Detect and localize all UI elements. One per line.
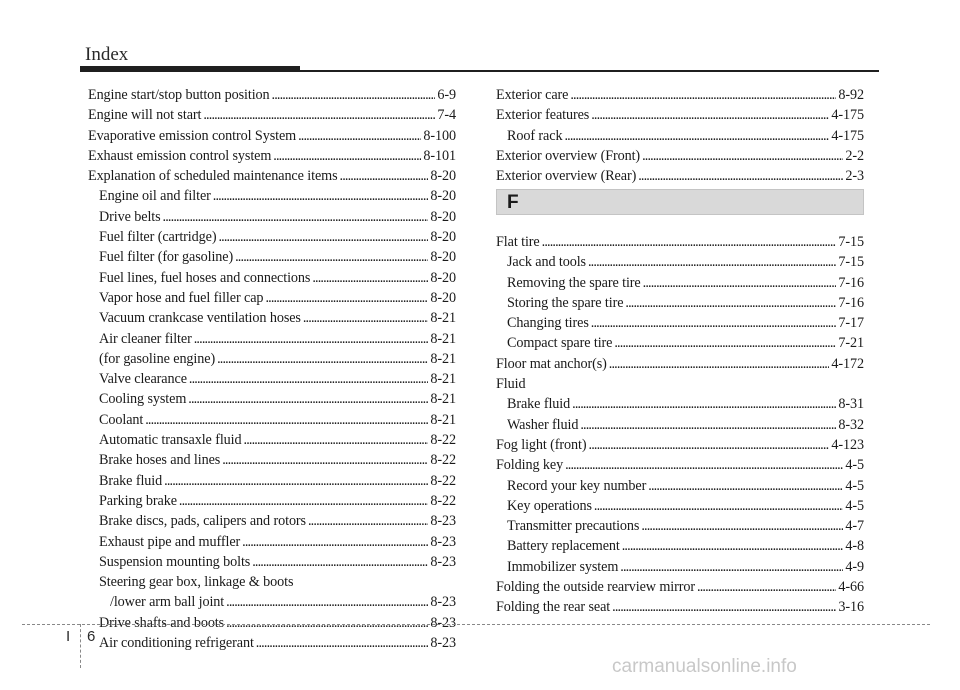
index-entry[interactable] — [496, 252, 864, 272]
index-entry[interactable] — [496, 455, 864, 475]
index-entry[interactable] — [88, 105, 456, 125]
dot-leader — [542, 232, 837, 252]
index-entry[interactable] — [88, 268, 456, 288]
index-column-left — [88, 85, 456, 653]
index-entry[interactable] — [88, 389, 456, 409]
dot-leader — [273, 146, 421, 166]
dot-leader — [312, 268, 428, 288]
entry-label: Folding the outside rearview mirror — [496, 579, 696, 596]
entry-label: Exterior overview (Rear) — [496, 168, 637, 185]
index-entry[interactable] — [496, 496, 864, 516]
entry-label: Folding key — [496, 457, 564, 474]
dot-leader — [638, 166, 843, 186]
index-entry[interactable] — [88, 288, 456, 308]
entry-page: 8-23 — [430, 594, 456, 611]
index-entry[interactable] — [88, 592, 456, 612]
index-entry[interactable] — [496, 577, 864, 597]
dot-leader — [612, 597, 836, 617]
entry-page: 4-175 — [831, 107, 864, 124]
footer-divider — [22, 624, 930, 625]
dot-leader — [609, 354, 830, 374]
index-entry[interactable] — [496, 374, 864, 394]
dot-leader — [588, 252, 836, 272]
index-entry[interactable] — [88, 491, 456, 511]
dot-leader — [594, 496, 843, 516]
entry-label: Fuel lines, fuel hoses and connections — [99, 269, 311, 286]
entry-page: 8-23 — [430, 513, 456, 530]
entry-page: 7-15 — [838, 254, 864, 271]
index-entry[interactable] — [496, 516, 864, 536]
watermark: carmanualsonline.info — [612, 656, 797, 677]
entry-label: Immobilizer system — [507, 558, 619, 575]
index-entry[interactable] — [88, 349, 456, 369]
entry-label: Engine oil and filter — [99, 188, 211, 205]
entry-page: 8-31 — [838, 396, 864, 413]
entry-page: 8-20 — [430, 269, 456, 286]
index-entry[interactable] — [88, 410, 456, 430]
entry-label: Air conditioning refrigerant — [99, 635, 254, 652]
index-entry[interactable] — [88, 532, 456, 552]
dot-leader — [256, 633, 429, 653]
index-entry[interactable] — [496, 293, 864, 313]
entry-label: Evaporative emission control System — [88, 127, 297, 144]
index-entry[interactable] — [496, 313, 864, 333]
entry-label: Removing the spare tire — [507, 274, 641, 291]
entry-page: 4-8 — [845, 538, 864, 555]
entry-page: 8-23 — [430, 635, 456, 652]
entry-page: 8-21 — [430, 371, 456, 388]
entry-label: Key operations — [507, 497, 592, 514]
page-number: 6 — [87, 628, 96, 645]
dot-leader — [163, 207, 429, 227]
dot-leader — [242, 532, 428, 552]
entry-page: 8-23 — [430, 533, 456, 550]
dot-leader — [179, 491, 429, 511]
entry-label: Compact spare tire — [507, 335, 613, 352]
index-entry[interactable] — [88, 633, 456, 653]
dot-leader — [217, 349, 428, 369]
index-entry[interactable] — [496, 126, 864, 146]
entry-page: 2-2 — [845, 147, 864, 164]
entry-label: Fluid — [496, 376, 526, 393]
index-entry[interactable] — [496, 354, 864, 374]
dot-leader — [643, 273, 837, 293]
page-title: Index — [85, 44, 129, 65]
dot-leader — [340, 166, 429, 186]
index-entry[interactable] — [88, 511, 456, 531]
entry-page: 8-92 — [838, 87, 864, 103]
dot-leader — [622, 536, 844, 556]
index-entry[interactable] — [496, 415, 864, 435]
dot-leader — [308, 511, 428, 531]
index-entry[interactable] — [88, 146, 456, 166]
dot-leader — [213, 186, 429, 206]
dot-leader — [570, 85, 836, 105]
dot-leader — [614, 333, 836, 353]
index-entry[interactable] — [88, 471, 456, 491]
dot-leader — [244, 430, 429, 450]
entry-page: 3-16 — [838, 599, 864, 616]
entry-label: /lower arm ball joint — [110, 594, 225, 611]
header-rule-thick — [80, 66, 300, 72]
entry-label: Fuel filter (for gasoline) — [99, 249, 234, 266]
entry-page: 8-21 — [430, 350, 456, 367]
entry-page: 2-3 — [845, 168, 864, 185]
entry-label: Jack and tools — [507, 254, 586, 271]
entry-page: 8-20 — [430, 168, 456, 185]
entry-label: (for gasoline engine) — [99, 350, 216, 367]
index-entry[interactable] — [496, 166, 864, 186]
entry-page: 8-20 — [430, 208, 456, 225]
entry-label: Vapor hose and fuel filler cap — [99, 289, 264, 306]
entry-label: Brake hoses and lines — [99, 452, 221, 469]
entry-page: 8-21 — [430, 330, 456, 347]
entry-page: 8-20 — [430, 188, 456, 205]
entry-page: 7-4 — [437, 107, 456, 124]
entry-label: Engine will not start — [88, 107, 202, 124]
entry-label: Engine start/stop button position — [88, 87, 270, 103]
index-entry[interactable] — [88, 85, 456, 105]
entry-label: Exhaust emission control system — [88, 147, 272, 164]
entry-page: 4-7 — [845, 518, 864, 535]
entry-page: 8-22 — [430, 492, 456, 509]
entry-page: 4-9 — [845, 558, 864, 575]
entry-page: 8-22 — [430, 472, 456, 489]
index-entry[interactable] — [496, 597, 864, 617]
entry-page: 6-9 — [437, 87, 456, 103]
index-entry[interactable] — [88, 613, 456, 633]
entry-label: Exterior care — [496, 87, 569, 103]
entry-label: Floor mat anchor(s) — [496, 355, 607, 372]
index-entry[interactable] — [88, 329, 456, 349]
entry-label: Cooling system — [99, 391, 187, 408]
dot-leader — [620, 557, 843, 577]
entry-page: 8-20 — [430, 289, 456, 306]
dot-leader — [272, 85, 436, 105]
section-letter: F — [507, 192, 519, 213]
entry-page: 8-20 — [430, 249, 456, 266]
dot-leader — [591, 313, 837, 333]
entry-page: 7-16 — [838, 274, 864, 291]
entry-label: Roof rack — [507, 127, 563, 144]
index-entry[interactable] — [88, 430, 456, 450]
entry-label: Brake fluid — [507, 396, 571, 413]
entry-page: 8-20 — [430, 229, 456, 246]
entry-label: Suspension mounting bolts — [99, 553, 251, 570]
dot-leader — [648, 476, 843, 496]
index-entry[interactable] — [496, 394, 864, 414]
entry-label: Explanation of scheduled maintenance items — [88, 168, 338, 185]
entry-label: Transmitter precautions — [507, 518, 640, 535]
dot-leader — [564, 126, 829, 146]
entry-label: Battery replacement — [507, 538, 620, 555]
entry-page: 8-21 — [430, 411, 456, 428]
index-entry[interactable] — [496, 536, 864, 556]
entry-label: Coolant — [99, 411, 144, 428]
dot-leader — [572, 394, 836, 414]
dot-leader — [226, 613, 428, 633]
index-entry[interactable] — [496, 476, 864, 496]
entry-label: Fuel filter (cartridge) — [99, 229, 217, 246]
dot-leader — [641, 516, 843, 536]
dot-leader — [203, 105, 435, 125]
footer-section-label: I — [66, 628, 71, 645]
entry-label: Folding the rear seat — [496, 599, 611, 616]
entry-page: 7-21 — [838, 335, 864, 352]
entry-label: Washer fluid — [507, 416, 579, 433]
index-entry[interactable] — [496, 105, 864, 125]
index-column-right-f — [496, 232, 864, 618]
entry-page: 8-22 — [430, 452, 456, 469]
dot-leader — [580, 415, 836, 435]
entry-label: Fog light (front) — [496, 436, 587, 453]
entry-page: 7-16 — [838, 294, 864, 311]
index-entry[interactable] — [88, 207, 456, 227]
entry-label: Changing tires — [507, 315, 589, 332]
entry-label: Record your key number — [507, 477, 647, 494]
entry-page: 4-5 — [845, 457, 864, 474]
index-entry[interactable] — [88, 126, 456, 146]
entry-label: Air cleaner filter — [99, 330, 192, 347]
dot-leader — [642, 146, 843, 166]
index-entry[interactable] — [496, 435, 864, 455]
entry-page: 8-21 — [430, 391, 456, 408]
dot-leader — [589, 435, 830, 455]
index-entry[interactable] — [496, 273, 864, 293]
index-entry[interactable] — [496, 557, 864, 577]
dot-leader — [591, 105, 829, 125]
index-entry[interactable] — [88, 227, 456, 247]
entry-label: Exterior overview (Front) — [496, 147, 641, 164]
index-entry[interactable] — [496, 146, 864, 166]
index-entry[interactable] — [88, 552, 456, 572]
dot-leader — [697, 577, 836, 597]
entry-label: Parking brake — [99, 492, 177, 509]
dot-leader — [145, 410, 428, 430]
index-entry[interactable] — [88, 572, 456, 592]
entry-page: 4-175 — [831, 127, 864, 144]
entry-page: 8-21 — [430, 310, 456, 327]
entry-label: Drive belts — [99, 208, 161, 225]
entry-page: 7-15 — [838, 234, 864, 250]
dot-leader — [188, 389, 428, 409]
index-entry[interactable] — [496, 333, 864, 353]
entry-page: 4-172 — [831, 355, 864, 372]
dot-leader — [298, 126, 421, 146]
dot-leader — [252, 552, 428, 572]
index-entry[interactable] — [88, 450, 456, 470]
dot-leader — [625, 293, 836, 313]
index-entry[interactable] — [88, 308, 456, 328]
entry-page: 8-32 — [838, 416, 864, 433]
index-entry[interactable] — [496, 85, 864, 105]
dot-leader — [303, 308, 429, 328]
index-entry[interactable] — [496, 232, 864, 252]
entry-page: 4-123 — [831, 436, 864, 453]
index-entry[interactable] — [88, 166, 456, 186]
dot-leader — [226, 592, 428, 612]
entry-page: 8-22 — [430, 432, 456, 449]
entry-label: Steering gear box, linkage & boots — [99, 574, 294, 591]
entry-label: Vacuum crankcase ventilation hoses — [99, 310, 301, 327]
entry-page: 4-5 — [845, 497, 864, 514]
index-column-right-top — [496, 85, 864, 186]
entry-label: Exterior features — [496, 107, 590, 124]
entry-label: Brake fluid — [99, 472, 163, 489]
footer-vertical-divider — [80, 624, 81, 668]
index-entry[interactable] — [88, 369, 456, 389]
dot-leader — [222, 450, 428, 470]
entry-page: 8-100 — [423, 127, 456, 144]
header-rule-thin — [300, 70, 879, 72]
entry-label: Automatic transaxle fluid — [99, 432, 242, 449]
dot-leader — [189, 369, 428, 389]
section-header-f — [496, 189, 864, 215]
entry-label: Valve clearance — [99, 371, 187, 388]
dot-leader — [265, 288, 428, 308]
dot-leader — [194, 329, 429, 349]
entry-page: 8-23 — [430, 553, 456, 570]
entry-label: Brake discs, pads, calipers and rotors — [99, 513, 306, 530]
entry-label: Exhaust pipe and muffler — [99, 533, 241, 550]
index-entry[interactable] — [88, 186, 456, 206]
dot-leader — [218, 227, 428, 247]
entry-page: 8-23 — [430, 614, 456, 631]
entry-label: Drive shafts and boots — [99, 614, 225, 631]
entry-label: Storing the spare tire — [507, 294, 624, 311]
entry-page: 8-101 — [423, 147, 456, 164]
index-entry[interactable] — [88, 247, 456, 267]
entry-page: 4-5 — [845, 477, 864, 494]
entry-page: 7-17 — [838, 315, 864, 332]
dot-leader — [565, 455, 843, 475]
dot-leader — [164, 471, 428, 491]
entry-label: Flat tire — [496, 234, 540, 250]
entry-page: 4-66 — [838, 579, 864, 596]
dot-leader — [235, 247, 428, 267]
